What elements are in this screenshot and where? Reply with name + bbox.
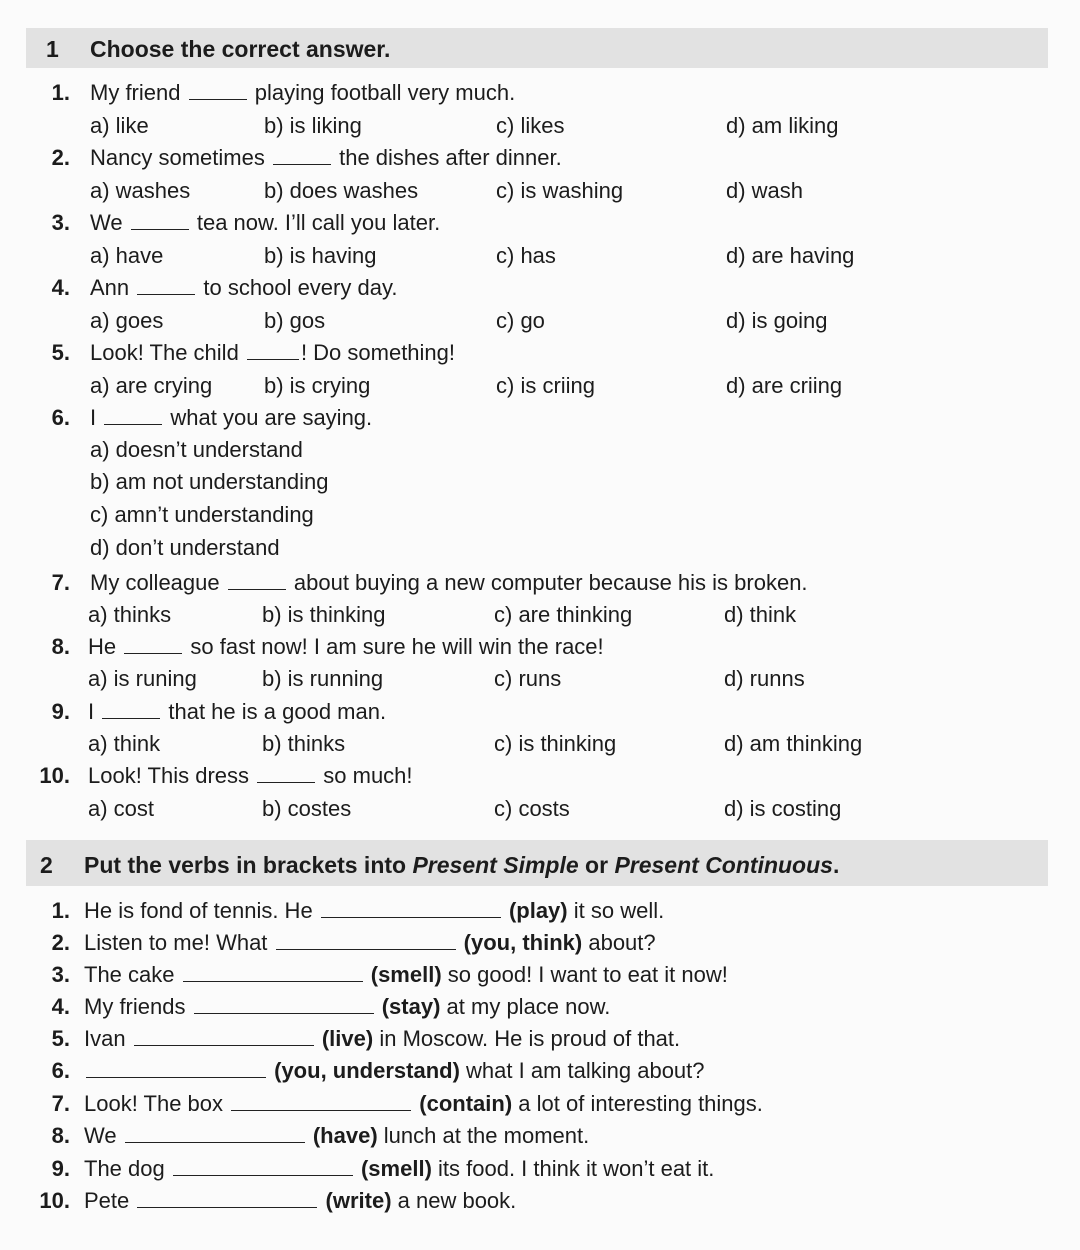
question-stem-end: ! Do something! [300,340,456,365]
option-a[interactable]: a) is runing [88,666,197,691]
option-d[interactable]: d) are criing [726,373,843,398]
item-text: The dog [84,1156,165,1181]
question-stem: Look! The child [90,340,239,365]
verb-hint: (smell) [360,1156,432,1181]
item-text: My friends [84,994,186,1019]
question-number: 2. [51,145,70,170]
question-stem-end: so much! [323,763,413,788]
answer-blank[interactable] [276,931,456,950]
option-d[interactable]: d) are having [726,243,855,268]
section2-title: Put the verbs in brackets into Present Simple or Present Continuous. [84,852,840,878]
option-c[interactable]: c) is washing [496,178,624,203]
verb-hint: (play) [508,898,568,923]
option-a[interactable]: a) cost [88,796,155,821]
verb-hint: (have) [312,1123,378,1148]
answer-blank[interactable] [173,1157,353,1176]
question-number: 1. [51,80,70,105]
question-stem-end: so fast now! I am sure he will win the race! [190,634,604,659]
item-text-end: lunch at the moment. [383,1123,590,1148]
option-c[interactable]: c) is thinking [494,731,617,756]
option-a[interactable]: a) washes [90,178,191,203]
item-text-end: it so well. [573,898,665,923]
answer-blank[interactable] [231,1092,411,1111]
question-stem: Nancy sometimes [90,145,265,170]
section1-number: 1 [46,36,59,62]
answer-blank[interactable] [183,963,363,982]
question-number: 3. [51,210,70,235]
question-stem: We [90,210,123,235]
question-number: 7. [51,570,70,595]
section1-title: Choose the correct answer. [90,36,391,62]
answer-blank[interactable] [194,995,374,1014]
item-text: The cake [84,962,175,987]
option-c[interactable]: c) is criing [496,373,596,398]
item-text-end: a new book. [397,1188,517,1213]
item-text: Pete [84,1188,130,1213]
option-c[interactable]: c) costs [494,796,570,821]
question-stem: Ann [90,275,130,300]
option-d[interactable]: d) don’t understand [90,535,280,560]
question-stem-end: what you are saying. [170,405,373,430]
answer-blank[interactable] [131,211,189,230]
question-number: 8. [51,634,70,659]
item-number: 9. [51,1156,70,1181]
question-stem-end: to school every day. [203,275,398,300]
answer-blank[interactable] [137,1189,317,1208]
item-number: 3. [51,962,70,987]
question-stem: I [88,699,95,724]
option-b[interactable]: b) is having [264,243,377,268]
option-c[interactable]: c) has [496,243,556,268]
verb-hint: (write) [325,1188,392,1213]
item-text-end: so good! I want to eat it now! [447,962,728,987]
answer-blank[interactable] [102,700,160,719]
item-number: 1. [51,898,70,923]
question-number: 6. [51,405,70,430]
item-text: Look! The box [84,1091,224,1116]
question-stem: He [88,634,117,659]
verb-hint: (stay) [381,994,441,1019]
option-d[interactable]: d) is costing [724,796,842,821]
item-text: We [84,1123,117,1148]
question-stem: My friend [90,80,181,105]
option-d[interactable]: d) runns [724,666,805,691]
verb-hint: (smell) [370,962,442,987]
option-b[interactable]: b) am not understanding [90,469,329,494]
verb-hint: (you, think) [463,930,583,955]
question-number: 4. [51,275,70,300]
item-number: 6. [51,1058,70,1083]
item-text: He is fond of tennis. He [84,898,313,923]
answer-blank[interactable] [124,635,182,654]
question-stem-end: that he is a good man. [168,699,387,724]
option-d[interactable]: d) wash [726,178,804,203]
item-number: 8. [51,1123,70,1148]
verb-hint: (you, understand) [274,1058,460,1083]
verb-hint: (live) [321,1026,374,1051]
item-number: 2. [51,930,70,955]
item-text-end: in Moscow. He is proud of that. [379,1026,681,1051]
answer-blank[interactable] [134,1027,314,1046]
question-number: 10. [39,763,70,788]
section2-number: 2 [40,852,53,878]
question-stem-end: the dishes after dinner. [339,145,562,170]
option-d[interactable]: d) is going [726,308,828,333]
item-text: Ivan [84,1026,126,1051]
option-b[interactable]: b) is running [262,666,384,691]
section2-header [26,840,1048,886]
item-number: 5. [51,1026,70,1051]
question-stem-end: about buying a new computer because his is broken. [293,570,808,595]
question-stem-end: playing football very much. [254,80,516,105]
option-a[interactable]: a) think [88,731,161,756]
item-text: Listen to me! What [84,930,268,955]
option-b[interactable]: b) is crying [264,373,371,398]
option-c[interactable]: c) runs [494,666,562,691]
option-b[interactable]: b) costes [262,796,352,821]
option-a[interactable]: a) doesn’t understand [90,437,303,462]
option-b[interactable]: b) gos [264,308,326,333]
answer-blank[interactable] [104,406,162,425]
option-a[interactable]: a) goes [90,308,164,333]
item-text-end: what I am talking about? [466,1058,705,1083]
option-a[interactable]: a) have [90,243,164,268]
question-stem: My colleague [90,570,220,595]
answer-blank[interactable] [189,81,247,100]
item-text-end: a lot of interesting things. [518,1091,763,1116]
answer-blank[interactable] [247,341,299,360]
option-a[interactable]: a) are crying [90,373,213,398]
item-number: 4. [51,994,70,1019]
question-stem: I [90,405,97,430]
option-b[interactable]: b) thinks [262,731,346,756]
question-stem-end: tea now. I’ll call you later. [196,210,441,235]
item-number: 10. [39,1188,70,1213]
option-c[interactable]: c) likes [496,113,565,138]
answer-blank[interactable] [257,764,315,783]
section1-header [26,28,1048,68]
item-text-end: at my place now. [446,994,611,1019]
answer-blank[interactable] [125,1124,305,1143]
answer-blank[interactable] [228,571,286,590]
option-a[interactable]: a) thinks [88,602,172,627]
option-d[interactable]: d) am thinking [724,731,863,756]
item-text-end: its food. I think it won’t eat it. [438,1156,715,1181]
answer-blank[interactable] [86,1059,266,1078]
item-number: 7. [51,1091,70,1116]
answer-blank[interactable] [321,899,501,918]
question-number: 9. [51,699,70,724]
option-d[interactable]: d) am liking [726,113,839,138]
option-c[interactable]: c) go [496,308,545,333]
item-text-end: about? [588,930,656,955]
option-d[interactable]: d) think [724,602,797,627]
option-b[interactable]: b) does washes [264,178,419,203]
option-b[interactable]: b) is liking [264,113,362,138]
answer-blank[interactable] [273,146,331,165]
verb-hint: (contain) [419,1091,513,1116]
question-number: 5. [51,340,70,365]
option-c[interactable]: c) amn’t understanding [90,502,314,527]
option-a[interactable]: a) like [90,113,149,138]
option-b[interactable]: b) is thinking [262,602,386,627]
answer-blank[interactable] [137,276,195,295]
question-stem: Look! This dress [88,763,250,788]
option-c[interactable]: c) are thinking [494,602,633,627]
